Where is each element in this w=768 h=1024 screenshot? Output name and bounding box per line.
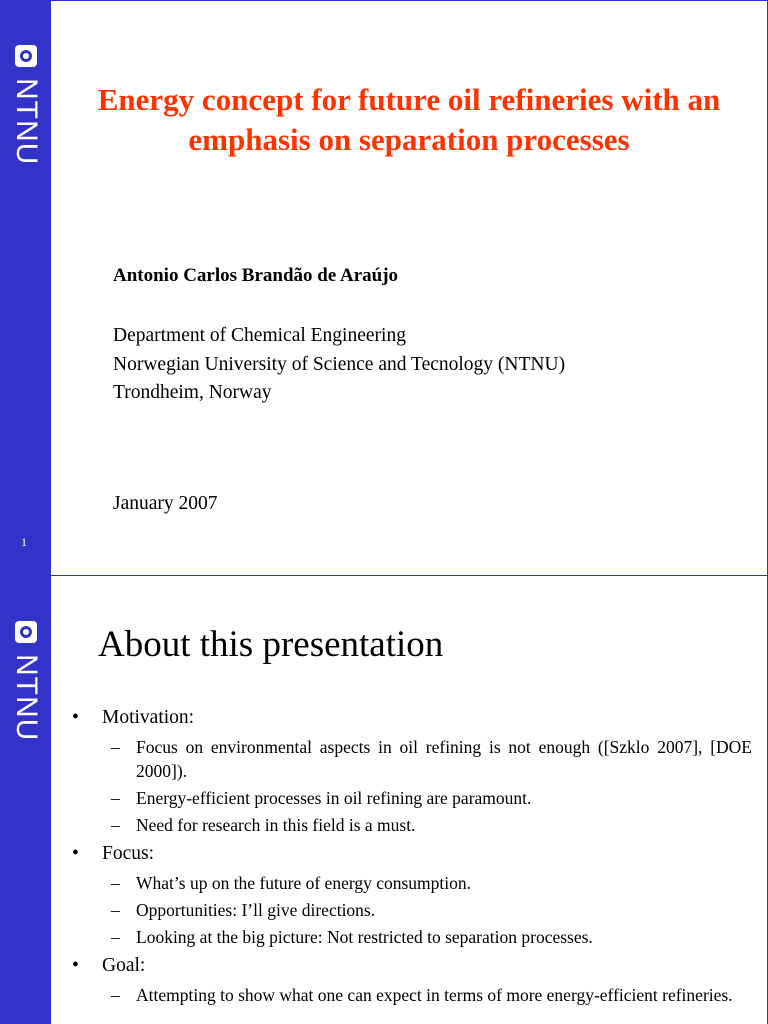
page-number: 1 [21,535,27,549]
ntnu-logo-text: NTNU [10,78,43,166]
bullet-list [70,704,752,1010]
affiliation-line: Trondheim, Norway [113,382,272,403]
sub-bullet-item: – Attempting to show what one can expect in terms of more energy-efficient refineries. [102,983,752,1007]
slide-title: Energy concept for future oil refineries with an emphasis on separation processes [97,82,721,157]
sub-bullet-item: – Need for research in this field is a must. [102,813,752,837]
bullet-label: Motivation: [102,707,195,728]
sub-bullet-list [102,983,752,1007]
ntnu-logo-icon [15,45,37,67]
sub-bullet-list [102,871,752,949]
ntnu-logo-text: NTNU [10,654,43,742]
bullet-item [70,840,752,949]
ntnu-logo-icon [15,621,37,643]
affiliation-line: Department of Chemical Engineering [113,325,406,346]
affiliation-block [113,322,565,408]
ntnu-sidebar [0,0,51,576]
slide-heading: About this presentation [98,624,444,665]
ntnu-sidebar [0,576,51,1024]
bullet-item [70,952,752,1007]
author-name: Antonio Carlos Brandão de Araújo [113,265,399,286]
affiliation-line: Norwegian University of Science and Tecnology (NTNU) [113,353,566,375]
bullet-item [70,704,752,837]
bullet-label: Goal: [102,955,146,976]
presentation-date: January 2007 [113,493,218,514]
slide-border-top [51,0,768,1]
sub-bullet-item: – What’s up on the future of energy consumption. [102,871,752,895]
sub-bullet-list [102,735,752,837]
sub-bullet-item: – Opportunities: I’ll give directions. [102,898,752,922]
sub-bullet-item: – Focus on environmental aspects in oil refining is not enough ([Szklo 2007], [DOE 2000]). [102,735,752,783]
bullet-label: Focus: [102,843,155,864]
sub-bullet-item: – Looking at the big picture: Not restricted to separation processes. [102,925,752,949]
sub-bullet-item: – Energy-efficient processes in oil refining are paramount. [102,786,752,810]
